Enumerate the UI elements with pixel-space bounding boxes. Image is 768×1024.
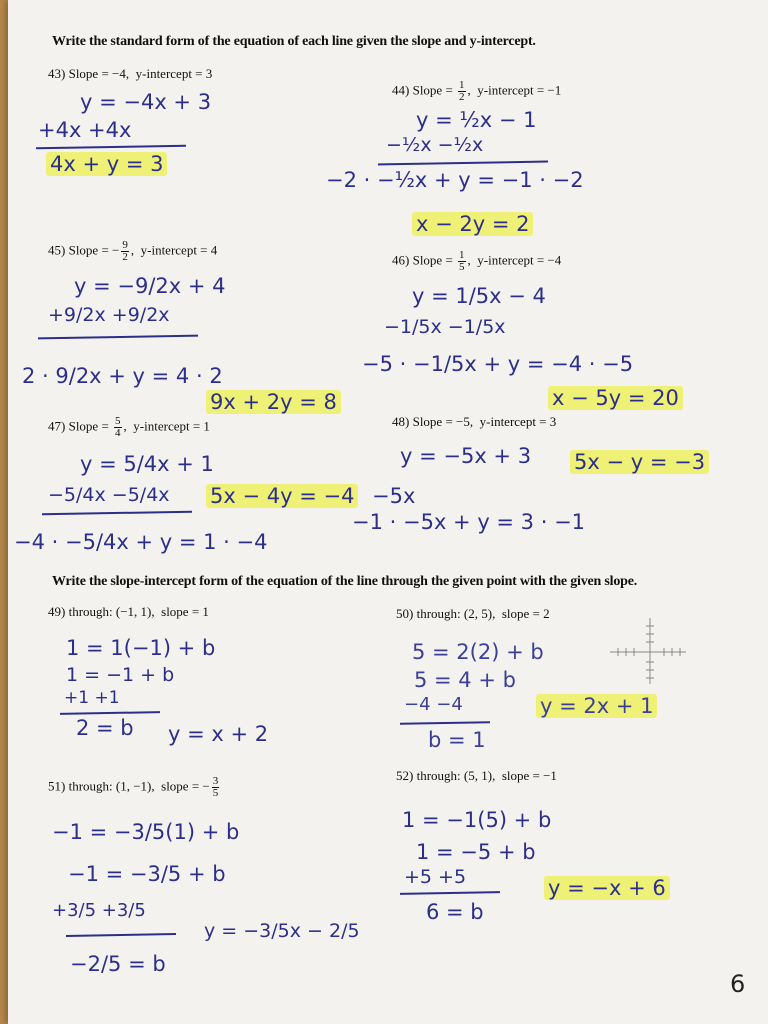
- intercept-text: y-intercept = −1: [477, 82, 562, 98]
- work-44-line-3: −2 · −½x + y = −1 · −2: [326, 168, 584, 192]
- answer-47: [206, 484, 358, 508]
- highlighted-answer: 9x + 2y = 8: [206, 390, 341, 414]
- work-50-line-1: 5 = 2(2) + b: [412, 640, 544, 664]
- slope-text: slope = −1: [501, 768, 557, 783]
- problem-label: 52): [396, 768, 414, 783]
- work-43-line-1: y = −4x + 3: [80, 90, 212, 114]
- work-underline: [42, 511, 192, 516]
- work-46-line-1: y = 1/5x − 4: [412, 284, 546, 308]
- section-heading-slope-intercept: Write the slope-intercept form of the equation of the line through the given point with the given slope.: [52, 574, 638, 589]
- work-51-line-3: +3/5 +3/5: [52, 900, 146, 921]
- work-52-line-3: +5 +5: [404, 866, 467, 888]
- work-underline: [36, 145, 186, 150]
- highlighted-answer: 5x − y = −3: [570, 450, 709, 474]
- fraction-denominator: 5: [459, 261, 465, 273]
- work-47-line-3: −4 · −5/4x + y = 1 · −4: [14, 530, 268, 554]
- page-number: 6: [730, 970, 746, 998]
- work-49-line-3: +1 +1: [64, 688, 120, 708]
- answer-52: [544, 876, 670, 900]
- intercept-text: y-intercept = 4: [140, 242, 218, 258]
- problem-45: 45) Slope = − $\frac{9}{2}$ , y-intercept = 4: [48, 239, 218, 263]
- fraction-denominator: 5: [212, 787, 219, 799]
- section-heading-standard-form: Write the standard form of the equation of each line given the slope and y-intercept.: [52, 34, 536, 49]
- point-text: through: (2, 5): [416, 606, 493, 621]
- highlighted-answer: 4x + y = 3: [46, 152, 167, 176]
- work-46-line-3: −5 · −1/5x + y = −4 · −5: [362, 352, 634, 376]
- problem-label: 43): [48, 66, 66, 81]
- fraction-numerator: 5: [115, 415, 121, 427]
- problem-52: 52) through: (5, 1), slope = −1: [396, 768, 557, 783]
- answer-51: y = −3/5x − 2/5: [204, 920, 360, 942]
- fraction-denominator: 2: [459, 91, 465, 103]
- problem-50: 50) through: (2, 5), slope = 2: [396, 606, 550, 621]
- work-underline: [60, 711, 160, 715]
- fraction-denominator: 4: [115, 427, 121, 439]
- fraction-numerator: 1: [459, 79, 465, 91]
- slope-text: Slope =: [68, 418, 113, 434]
- slope-text: Slope =: [412, 252, 457, 268]
- answer-48: [570, 450, 709, 474]
- highlighted-answer: x − 2y = 2: [412, 212, 533, 236]
- fraction-denominator: 2: [122, 251, 128, 263]
- answer-49: y = x + 2: [168, 722, 269, 746]
- problem-47: 47) Slope = $\frac{5}{4}$ , y-intercept = 1: [48, 415, 210, 439]
- highlighted-answer: x − 5y = 20: [548, 386, 683, 410]
- problem-43: 43) Slope = −4, y-intercept = 3: [48, 66, 213, 81]
- worksheet-page: [8, 0, 768, 1024]
- point-text: through: (1, −1): [68, 778, 152, 794]
- slope-fraction: [121, 240, 129, 263]
- work-underline: [38, 335, 198, 340]
- highlighted-answer: y = −x + 6: [544, 876, 670, 900]
- work-51-line-2: −1 = −3/5 + b: [68, 862, 226, 886]
- work-48-line-3: −1 · −5x + y = 3 · −1: [352, 510, 586, 534]
- work-47-line-1: y = 5/4x + 1: [80, 452, 214, 476]
- answer-43: [46, 152, 167, 176]
- work-47-line-2: −5/4x −5/4x: [48, 484, 170, 506]
- problem-label: 44): [392, 82, 410, 98]
- work-50-line-3: −4 −4: [404, 694, 463, 715]
- slope-text: Slope = −4: [68, 66, 126, 81]
- work-51-line-1: −1 = −3/5(1) + b: [52, 820, 240, 844]
- highlighted-answer: 5x − 4y = −4: [206, 484, 358, 508]
- problem-label: 51): [48, 778, 66, 794]
- slope-text: slope = −: [161, 778, 210, 794]
- work-43-line-2: +4x +4x: [38, 118, 132, 142]
- point-text: through: (−1, 1): [68, 604, 152, 619]
- fraction-numerator: 9: [122, 239, 128, 251]
- work-46-line-2: −1/5x −1/5x: [384, 316, 506, 338]
- problem-label: 47): [48, 418, 66, 434]
- answer-46: [548, 386, 683, 410]
- problem-label: 49): [48, 604, 66, 619]
- work-52-line-2: 1 = −5 + b: [416, 840, 536, 864]
- slope-fraction: [458, 250, 466, 273]
- work-52-line-4: 6 = b: [426, 900, 484, 924]
- work-underline: [378, 161, 548, 166]
- problem-label: 46): [392, 252, 410, 268]
- problem-49: 49) through: (−1, 1), slope = 1: [48, 604, 209, 619]
- work-51-line-4: −2/5 = b: [70, 952, 166, 976]
- slope-fraction: [114, 416, 122, 439]
- work-underline: [400, 891, 500, 895]
- work-48-line-2: −5x: [372, 484, 416, 508]
- answer-50: [536, 694, 657, 718]
- point-text: through: (5, 1): [416, 768, 493, 783]
- work-45-line-1: y = −9/2x + 4: [74, 274, 226, 298]
- slope-text: Slope =: [412, 82, 457, 98]
- fraction-numerator: 1: [459, 249, 465, 261]
- intercept-text: y-intercept = 3: [135, 66, 213, 81]
- slope-text: Slope = −: [68, 242, 120, 258]
- problem-label: 45): [48, 242, 66, 258]
- problem-label: 48): [392, 414, 410, 429]
- slope-fraction: [458, 80, 466, 103]
- intercept-text: y-intercept = 3: [479, 414, 557, 429]
- slope-text: slope = 1: [161, 604, 209, 619]
- intercept-text: y-intercept = 1: [133, 418, 210, 434]
- sketch-axes-icon: [608, 616, 688, 686]
- problem-51: 51) through: (1, −1), slope = − $\frac{3}{5}$: [48, 775, 219, 799]
- work-50-line-4: b = 1: [428, 728, 486, 752]
- problem-44: 44) Slope = $\frac{1}{2}$ , y-intercept = −1: [392, 79, 562, 103]
- slope-text: Slope = −5: [412, 414, 470, 429]
- highlighted-answer: y = 2x + 1: [536, 694, 657, 718]
- slope-fraction: [212, 776, 220, 799]
- work-52-line-1: 1 = −1(5) + b: [402, 808, 552, 832]
- intercept-text: y-intercept = −4: [477, 252, 562, 268]
- work-49-line-2: 1 = −1 + b: [66, 664, 175, 686]
- work-45-line-2: +9/2x +9/2x: [48, 304, 170, 326]
- work-44-line-1: y = ½x − 1: [416, 108, 537, 132]
- work-44-line-2: −½x −½x: [386, 134, 484, 156]
- slope-text: slope = 2: [501, 606, 550, 621]
- work-45-line-3: 2 · 9/2x + y = 4 · 2: [22, 364, 223, 388]
- fraction-numerator: 3: [212, 775, 219, 787]
- work-49-line-1: 1 = 1(−1) + b: [66, 636, 216, 660]
- problem-48: 48) Slope = −5, y-intercept = 3: [392, 414, 557, 429]
- work-underline: [66, 933, 176, 937]
- problem-label: 50): [396, 606, 414, 621]
- work-50-line-2: 5 = 4 + b: [414, 668, 516, 692]
- answer-45: [206, 390, 341, 414]
- work-underline: [400, 721, 490, 725]
- answer-44: [412, 212, 533, 236]
- work-49-line-4: 2 = b: [76, 716, 134, 740]
- problem-46: 46) Slope = $\frac{1}{5}$ , y-intercept = −4: [392, 249, 562, 273]
- work-48-line-1: y = −5x + 3: [400, 444, 532, 468]
